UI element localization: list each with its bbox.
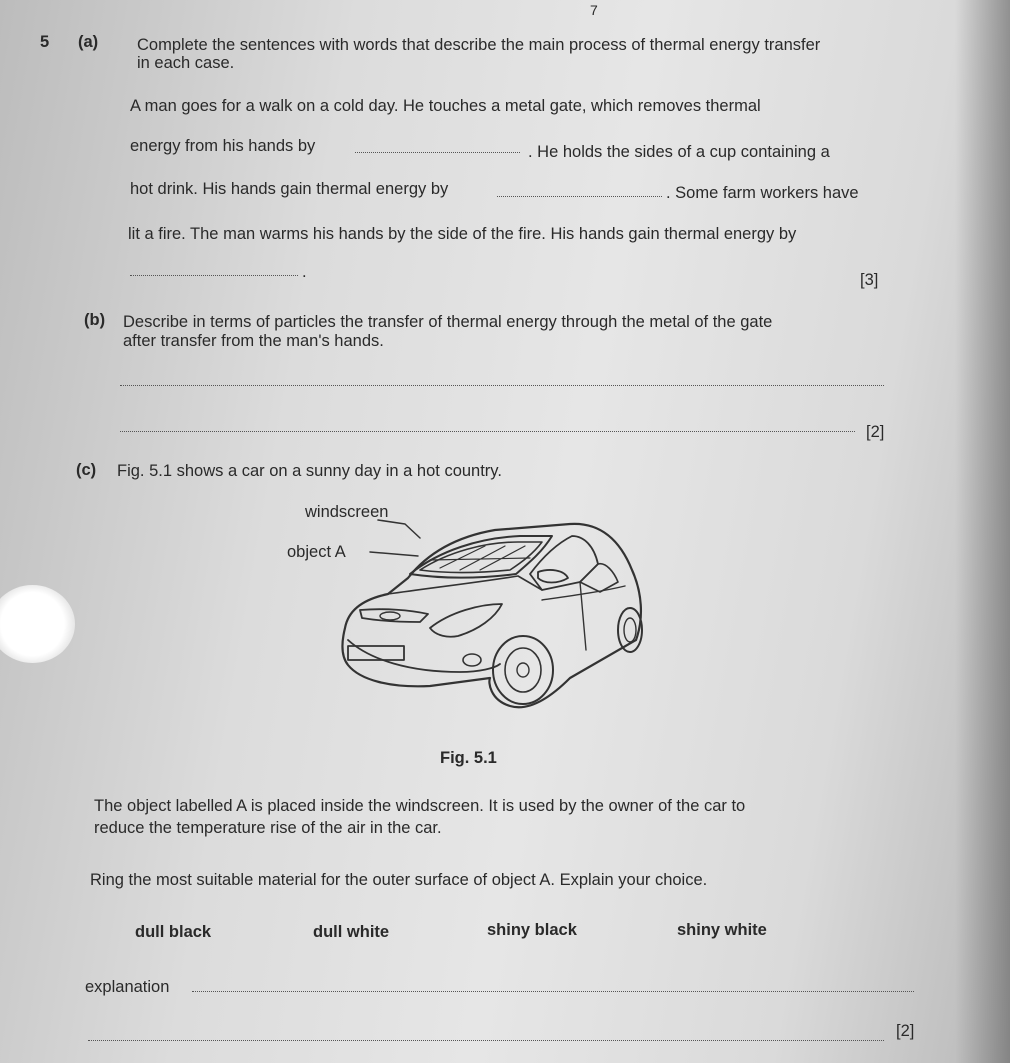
- option-shiny-black[interactable]: shiny black: [487, 921, 577, 939]
- explanation-label: explanation: [85, 978, 170, 996]
- part-a-marks: [3]: [860, 271, 879, 289]
- part-a-line-2-end: . He holds the sides of a cup containing a: [528, 143, 830, 161]
- car-figure: [280, 500, 660, 720]
- label-windscreen: windscreen: [305, 503, 389, 521]
- explanation-line-2[interactable]: [88, 1040, 884, 1041]
- part-a-line-5-end: .: [302, 263, 307, 281]
- part-b-line-1: Describe in terms of particles the transfer of thermal energy through the metal of the gate: [123, 313, 773, 331]
- part-c-intro: Fig. 5.1 shows a car on a sunny day in a hot country.: [117, 462, 502, 480]
- part-a-line-4: lit a fire. The man warms his hands by the side of the fire. His hands gain thermal energy by: [128, 225, 797, 243]
- part-a-line-1: A man goes for a walk on a cold day. He touches a metal gate, which removes thermal: [130, 97, 761, 115]
- answer-line-b-2[interactable]: [120, 431, 855, 432]
- part-b-line-2: after transfer from the man's hands.: [123, 332, 384, 350]
- part-a-line-2-start: energy from his hands by: [130, 137, 316, 155]
- part-a-line-3-start: hot drink. His hands gain thermal energy by: [130, 180, 449, 198]
- part-c-marks: [2]: [896, 1022, 915, 1040]
- label-object-a: object A: [287, 543, 346, 561]
- part-a-instruction-1: Complete the sentences with words that describe the main process of thermal energy transfer: [137, 36, 821, 54]
- explanation-line-1[interactable]: [192, 991, 914, 992]
- part-c-para-1: The object labelled A is placed inside the windscreen. It is used by the owner of the car to: [94, 797, 746, 815]
- page-number: 7: [590, 2, 598, 18]
- camera-flash-glare: [0, 585, 75, 663]
- answer-blank-2[interactable]: [497, 196, 662, 197]
- part-b-label: (b): [84, 311, 106, 329]
- part-a-instruction-2: in each case.: [137, 54, 235, 72]
- option-dull-black[interactable]: dull black: [135, 923, 212, 941]
- answer-blank-3[interactable]: [130, 275, 298, 276]
- question-number: 5: [40, 33, 50, 51]
- part-a-label: (a): [78, 33, 99, 51]
- part-c-label: (c): [76, 461, 97, 479]
- part-c-instruction: Ring the most suitable material for the outer surface of object A. Explain your choice.: [90, 871, 708, 889]
- part-b-marks: [2]: [866, 423, 885, 441]
- option-dull-white[interactable]: dull white: [313, 923, 390, 941]
- part-a-line-3-end: . Some farm workers have: [666, 184, 859, 202]
- figure-caption: Fig. 5.1: [440, 749, 497, 767]
- answer-line-b-1[interactable]: [120, 385, 884, 386]
- page-edge-shadow: [955, 0, 1010, 1063]
- answer-blank-1[interactable]: [355, 152, 520, 153]
- part-c-para-2: reduce the temperature rise of the air in the car.: [94, 819, 442, 837]
- option-shiny-white[interactable]: shiny white: [677, 921, 767, 939]
